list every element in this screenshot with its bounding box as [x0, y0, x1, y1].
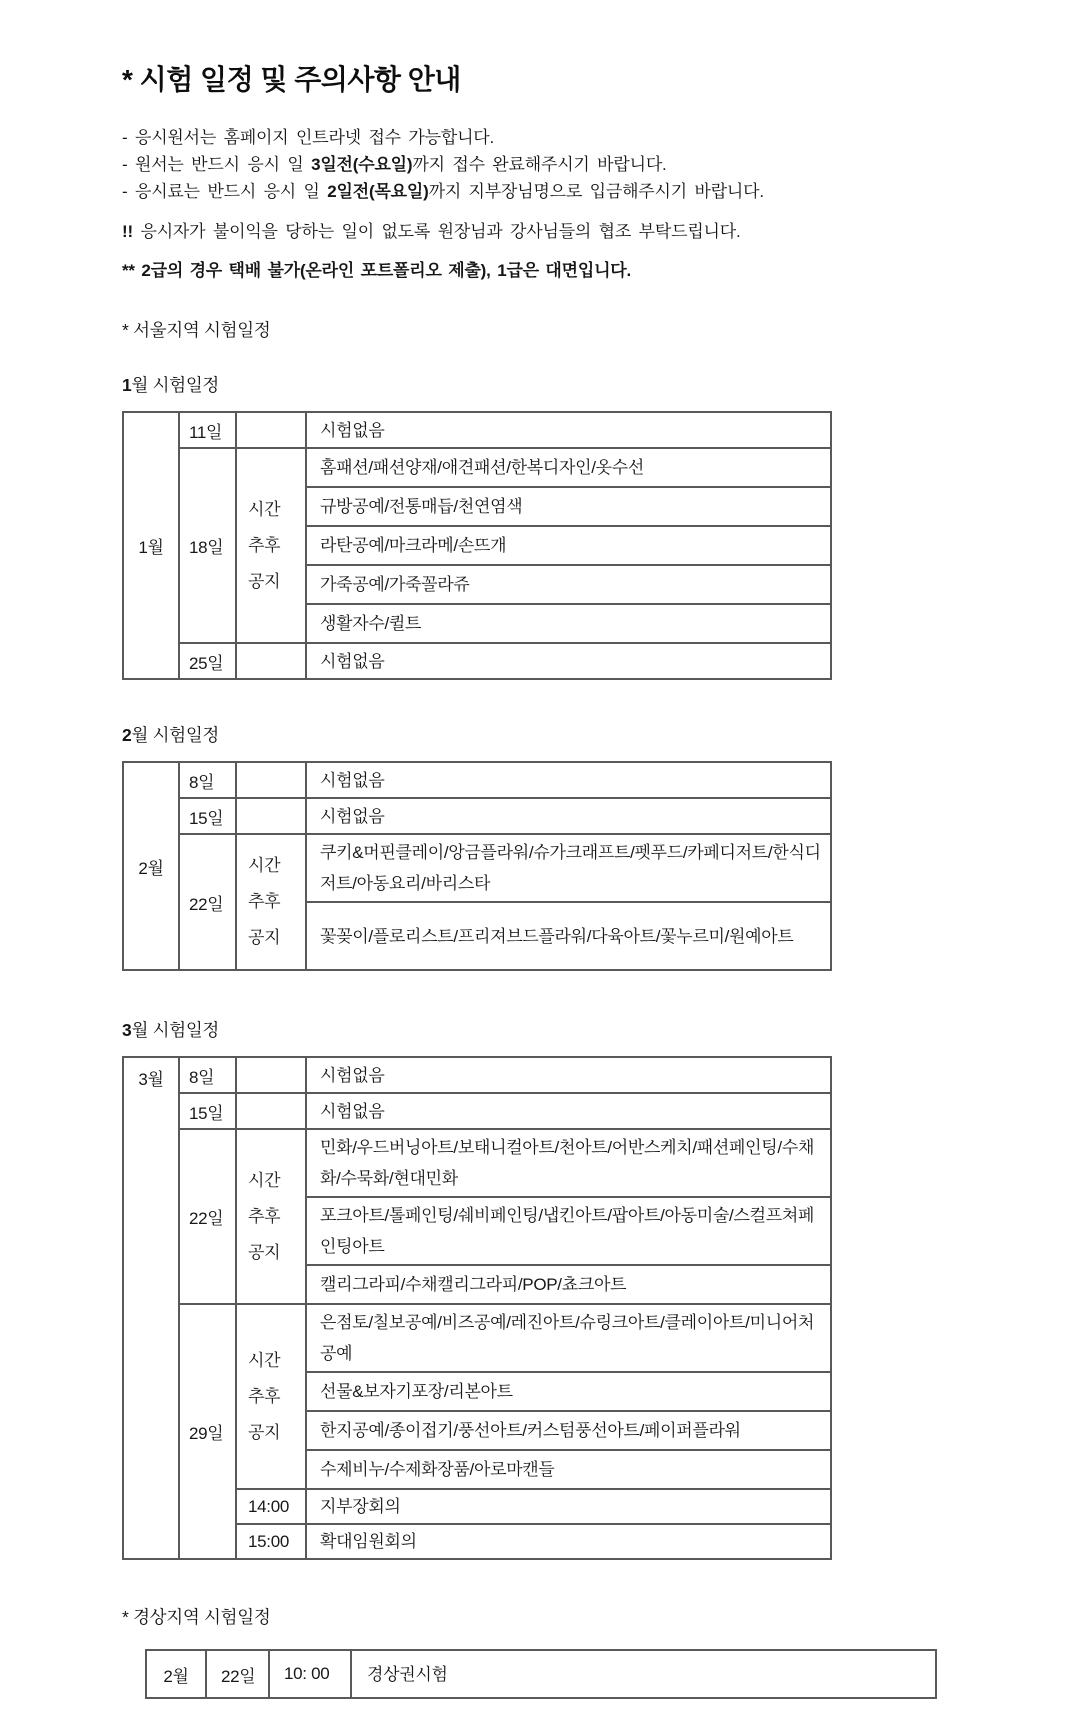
content-cell: 라탄공예/마크라메/손뜨개 — [306, 526, 831, 565]
heading-text: 월 시험일정 — [131, 1020, 220, 1040]
time-cell-empty — [236, 762, 306, 798]
day-cell: 15일 — [179, 1093, 236, 1129]
notice-list — [122, 124, 1062, 205]
day-cell: 15일 — [179, 798, 236, 834]
notice-text: 까지 지부장님명으로 입금해주시기 바랍니다. — [428, 182, 764, 201]
content-cell: 선물&보자기포장/리본아트 — [306, 1372, 831, 1411]
content-cell: 시험없음 — [306, 762, 831, 798]
seoul-section-heading: * 서울지역 시험일정 — [122, 320, 271, 340]
content-cell: 캘리그라피/수채캘리그라피/POP/쵸크아트 — [306, 1265, 831, 1304]
content-cell: 시험없음 — [306, 1057, 831, 1093]
notice-bold-text: 2일전(목요일) — [327, 182, 429, 201]
day-cell: 8일 — [179, 1057, 236, 1093]
month-cell: 3월 — [123, 1057, 179, 1559]
content-cell: 지부장회의 — [306, 1489, 831, 1524]
gyeongsang-section-heading: * 경상지역 시험일정 — [122, 1607, 271, 1627]
content-cell: 수제비누/수제화장품/아로마캔들 — [306, 1450, 831, 1489]
day-cell: 25일 — [179, 643, 236, 679]
star-note-line: ** 2급의 경우 택배 불가(온라인 포트폴리오 제출), 1급은 대면입니다. — [122, 261, 632, 280]
february-table-wrap — [122, 761, 1062, 971]
heading-text: 월 시험일정 — [131, 375, 220, 395]
warning-prefix: !! — [122, 222, 133, 241]
meeting-time-cell: 14:00 — [236, 1489, 306, 1524]
time-cell: 시간 추후 공지 — [236, 834, 306, 970]
heading-number: 3 — [122, 1020, 132, 1040]
notice-text: - 응시원서는 홈페이지 인트라넷 접수 가능합니다. — [122, 128, 495, 147]
notice-line-3 — [122, 178, 1062, 205]
time-cell-empty — [236, 1093, 306, 1129]
month-cell: 2월 — [123, 762, 179, 970]
content-cell: 규방공예/전통매듭/천연염색 — [306, 487, 831, 526]
notice-line-1 — [122, 124, 1062, 151]
content-cell: 경상권시험 — [351, 1650, 936, 1698]
day-cell: 18일 — [179, 448, 236, 643]
time-cell: 시간 추후 공지 — [236, 1129, 306, 1304]
warning-line — [122, 217, 1062, 242]
content-cell: 포크아트/톨페인팅/쉐비페인팅/냅킨아트/팝아트/아동미술/스컬프쳐페인팅아트 — [306, 1197, 831, 1265]
exam-table-january — [122, 411, 832, 680]
notice-text: - 응시료는 반드시 응시 일 — [122, 182, 328, 201]
time-cell-empty — [236, 798, 306, 834]
content-cell: 은점토/칠보공예/비즈공예/레진아트/슈링크아트/클레이아트/미니어처공예 — [306, 1304, 831, 1372]
february-heading — [122, 722, 1062, 747]
exam-table-february — [122, 761, 832, 971]
day-cell: 22일 — [179, 834, 236, 970]
exam-table-march — [122, 1056, 832, 1560]
notice-text: - 원서는 반드시 응시 일 — [122, 155, 312, 174]
month-cell: 1월 — [123, 412, 179, 679]
content-cell: 한지공예/종이접기/풍선아트/커스텀풍선아트/페이퍼플라워 — [306, 1411, 831, 1450]
content-cell: 쿠키&머핀클레이/앙금플라워/슈가크래프트/펫푸드/카페디저트/한식디저트/아동요리/바리스타 — [306, 834, 831, 902]
content-cell: 꽃꽂이/플로리스트/프리져브드플라워/다육아트/꽃누르미/원예아트 — [306, 902, 831, 970]
march-table-wrap — [122, 1056, 1062, 1560]
day-cell: 22일 — [206, 1650, 269, 1698]
content-cell: 시험없음 — [306, 798, 831, 834]
time-cell-empty — [236, 1057, 306, 1093]
time-cell: 10: 00 — [269, 1650, 351, 1698]
warning-text: 응시자가 불이익을 당하는 일이 없도록 원장님과 강사님들의 협조 부탁드립니다. — [140, 222, 741, 241]
time-cell: 시간 추후 공지 — [236, 1304, 306, 1489]
content-cell: 시험없음 — [306, 412, 831, 448]
january-table-wrap — [122, 411, 1062, 680]
heading-number: 1 — [122, 375, 132, 395]
time-cell-empty — [236, 412, 306, 448]
heading-number: 2 — [122, 725, 132, 745]
march-heading — [122, 1017, 1062, 1042]
day-cell: 8일 — [179, 762, 236, 798]
content-cell: 시험없음 — [306, 643, 831, 679]
content-cell: 가죽공예/가죽꼴라쥬 — [306, 565, 831, 604]
day-cell: 11일 — [179, 412, 236, 448]
meeting-time-cell: 15:00 — [236, 1524, 306, 1559]
content-cell: 시험없음 — [306, 1093, 831, 1129]
heading-text: 월 시험일정 — [131, 725, 220, 745]
exam-table-gyeongsang — [145, 1649, 937, 1699]
content-cell: 민화/우드버닝아트/보태니컬아트/천아트/어반스케치/패션페인팅/수채화/수묵화/현대민화 — [306, 1129, 831, 1197]
time-cell: 시간 추후 공지 — [236, 448, 306, 643]
page-title: * 시험 일정 및 주의사항 안내 — [122, 64, 461, 95]
day-cell: 29일 — [179, 1304, 236, 1559]
notice-text: 까지 접수 완료해주시기 바랍니다. — [412, 155, 667, 174]
content-cell: 확대임원회의 — [306, 1524, 831, 1559]
notice-bold-text: 3일전(수요일) — [311, 155, 413, 174]
month-cell: 2월 — [146, 1650, 206, 1698]
january-heading — [122, 372, 1062, 397]
content-cell: 생활자수/퀼트 — [306, 604, 831, 643]
content-cell: 홈패션/패션양재/애견패션/한복디자인/옷수선 — [306, 448, 831, 487]
day-cell: 22일 — [179, 1129, 236, 1304]
notice-line-2 — [122, 151, 1062, 178]
time-cell-empty — [236, 643, 306, 679]
